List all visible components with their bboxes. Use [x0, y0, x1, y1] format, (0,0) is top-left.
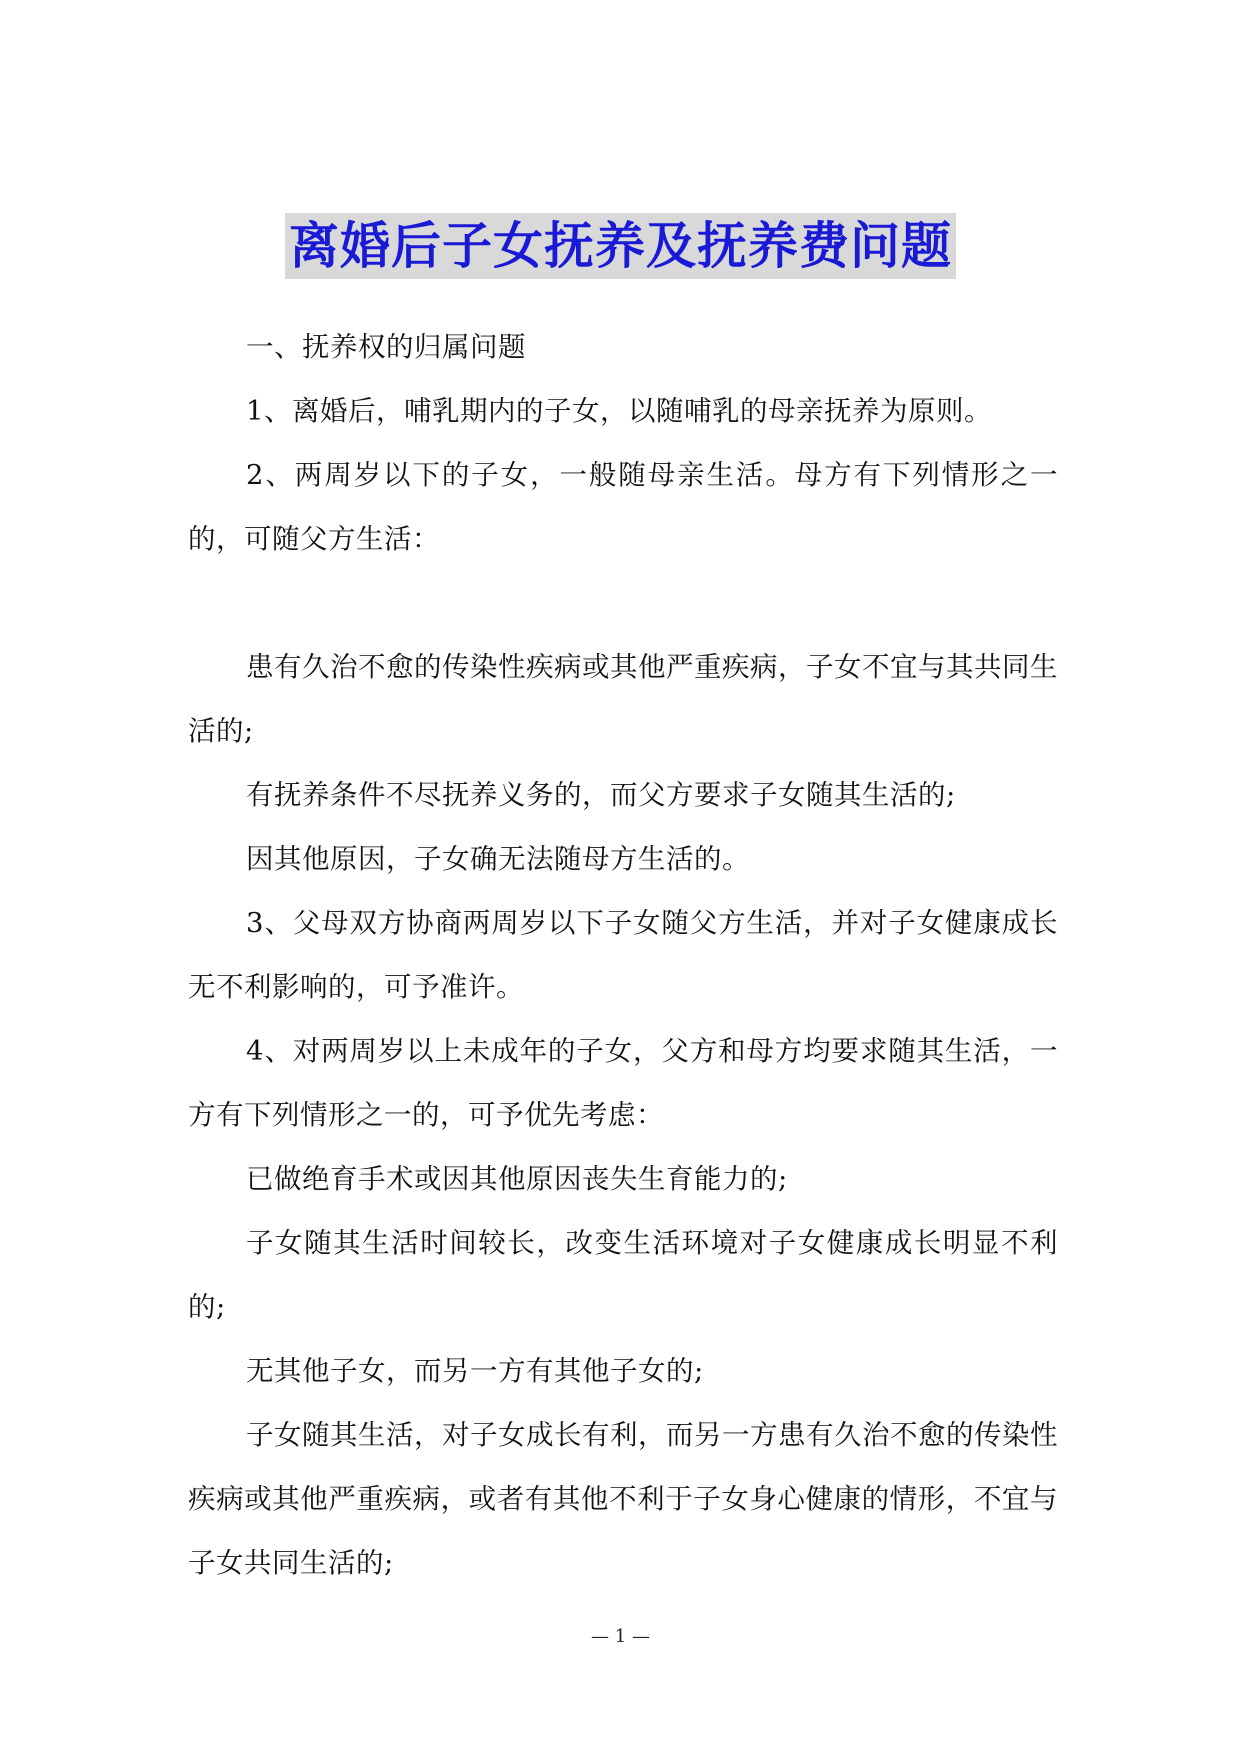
paragraph-item-4: 4、对两周岁以上未成年的子女，父方和母方均要求随其生活，一方有下列情形之一的，可予优先考虑：: [188, 1035, 1058, 1131]
paragraph-priority-2: 子女随其生活时间较长，改变生活环境对子女健康成长明显不利的;: [188, 1227, 1058, 1323]
document-body: [188, 315, 1058, 1595]
paragraph-priority-1: 已做绝育手术或因其他原因丧失生育能力的;: [246, 1163, 788, 1195]
paragraph-condition-1: 患有久治不愈的传染性疾病或其他严重疾病，子女不宜与其共同生活的;: [188, 651, 1058, 747]
title-container: [0, 213, 1241, 279]
page-number: — 1 —: [591, 1626, 650, 1647]
document-title: 离婚后子女抚养及抚养费问题: [285, 213, 956, 279]
paragraph-priority-3: 无其他子女，而另一方有其他子女的;: [246, 1355, 704, 1387]
paragraph-condition-3: 因其他原因，子女确无法随母方生活的。: [246, 843, 750, 875]
blank-line: [188, 571, 1058, 635]
paragraph-priority-4: 子女随其生活，对子女成长有利，而另一方患有久治不愈的传染性疾病或其他严重疾病，或者有其他不利于子女身心健康的情形，不宜与子女共同生活的;: [188, 1419, 1058, 1579]
paragraph-condition-2: 有抚养条件不尽抚养义务的，而父方要求子女随其生活的;: [246, 779, 956, 811]
paragraph-item-1: 1、离婚后，哺乳期内的子女，以随哺乳的母亲抚养为原则。: [246, 395, 992, 427]
paragraph-item-2: 2、两周岁以下的子女，一般随母亲生活。母方有下列情形之一的，可随父方生活：: [188, 459, 1058, 555]
paragraph-item-3: 3、父母双方协商两周岁以下子女随父方生活，并对子女健康成长无不利影响的，可予准许。: [188, 907, 1058, 1003]
paragraph-section-heading: 一、抚养权的归属问题: [246, 331, 526, 363]
